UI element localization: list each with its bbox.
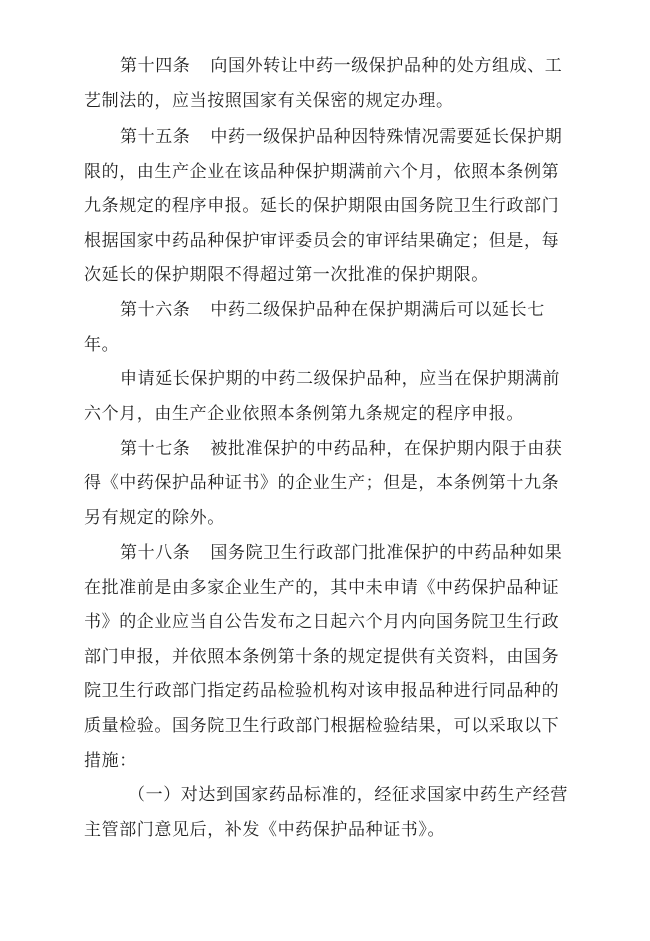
article-17-line-2: 得《中药保护品种证书》的企业生产；但是，本条例第十九条 xyxy=(84,473,560,493)
article-18-item-1-line-1: （一）对达到国家药品标准的，经征求国家中药生产经营 xyxy=(128,785,568,805)
article-15-heading: 第十五条 xyxy=(120,127,191,147)
article-14-heading: 第十四条 xyxy=(120,56,191,76)
article-17-text: 被批准保护的中药品种，在保护期内限于由获 xyxy=(210,439,563,459)
article-18-line-2: 在批准前是由多家企业生产的，其中未申请《中药保护品种证 xyxy=(84,578,560,598)
article-14-line-1 xyxy=(120,54,562,78)
article-18-heading: 第十八条 xyxy=(120,543,191,563)
article-15-line-3: 九条规定的程序申报。延长的保护期限由国务院卫生行政部门 xyxy=(84,196,560,216)
article-18-line-6: 质量检验。国务院卫生行政部门根据检验结果，可以采取以下 xyxy=(84,716,560,736)
article-18-line-5: 院卫生行政部门指定药品检验机构对该申报品种进行同品种的 xyxy=(84,681,560,701)
article-14-text: 向国外转让中药一级保护品种的处方组成、工 xyxy=(210,56,563,76)
article-15-text: 中药一级保护品种因特殊情况需要延长保护期 xyxy=(210,127,563,147)
article-18-line-3: 书》的企业应当自公告发布之日起六个月内向国务院卫生行政 xyxy=(84,612,560,632)
article-16-line-1 xyxy=(120,298,545,322)
article-16-para-2-line-2: 六个月，由生产企业依照本条例第九条规定的程序申报。 xyxy=(84,404,524,424)
article-18-line-7: 措施： xyxy=(84,751,137,771)
article-17-line-1 xyxy=(120,437,562,461)
article-18-item-1-line-2: 主管部门意见后，补发《中药保护品种证书》。 xyxy=(84,820,446,840)
article-17-heading: 第十七条 xyxy=(120,439,191,459)
article-15-line-4: 根据国家中药品种保护审评委员会的审评结果确定；但是，每 xyxy=(84,231,560,251)
article-14-line-2: 艺制法的，应当按照国家有关保密的规定办理。 xyxy=(84,91,454,111)
article-16-para-2-line-1: 申请延长保护期的中药二级保护品种，应当在保护期满前 xyxy=(120,369,560,389)
article-18-text: 国务院卫生行政部门批准保护的中药品种如果 xyxy=(210,543,563,563)
article-18-line-1 xyxy=(120,541,562,565)
article-15-line-1 xyxy=(120,125,562,149)
article-16-line-2: 年。 xyxy=(84,335,120,355)
article-15-line-5: 次延长的保护期限不得超过第一次批准的保护期限。 xyxy=(84,265,489,285)
article-15-line-2: 限的，由生产企业在该品种保护期满前六个月，依照本条例第 xyxy=(84,162,560,182)
article-18-line-4: 部门申报，并依照本条例第十条的规定提供有关资料，由国务 xyxy=(84,647,560,667)
article-17-line-3: 另有规定的除外。 xyxy=(84,508,225,528)
article-16-text: 中药二级保护品种在保护期满后可以延长七 xyxy=(210,300,545,320)
article-16-heading: 第十六条 xyxy=(120,300,191,320)
